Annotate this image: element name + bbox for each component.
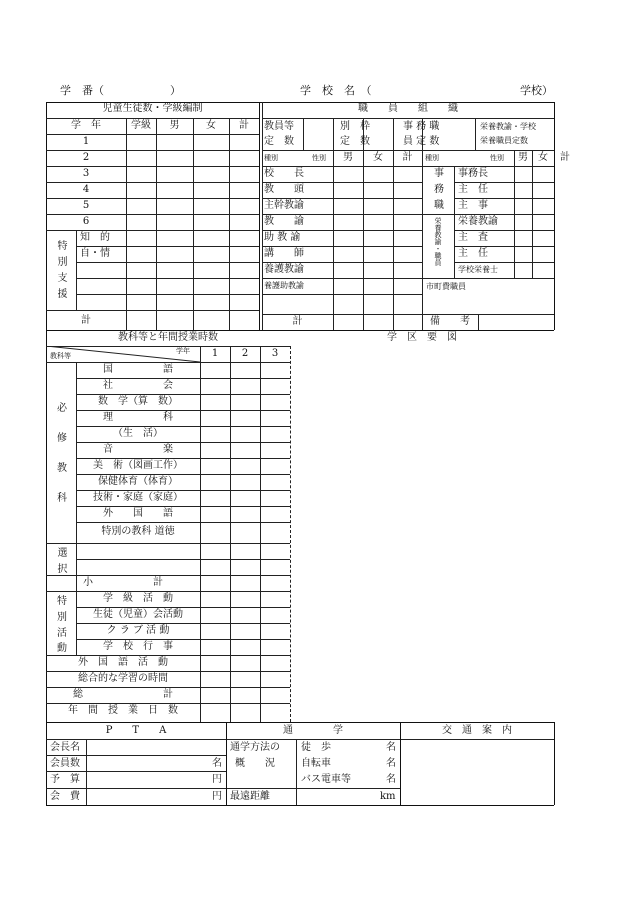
- grand-total-label: 総 計: [73, 689, 173, 700]
- bike-unit: 名: [386, 758, 396, 769]
- enrollment-title: 児童生徒数・学級編制: [102, 103, 203, 114]
- staff-total: 計: [292, 316, 303, 327]
- special-activity-row: 学 級 活 動: [103, 593, 173, 604]
- subhead-type: 種別: [264, 154, 278, 162]
- pta-unit: 円: [212, 791, 222, 802]
- integrated-study: 総合的な学習の時間: [78, 673, 168, 684]
- district-map-title: 学 区 要 図: [387, 332, 457, 343]
- grade-row: 2: [82, 152, 90, 163]
- grade-row: 3: [82, 168, 90, 179]
- subject-row: 国 語: [103, 364, 173, 375]
- subject-row: 理 科: [103, 412, 173, 423]
- grade-col: 1: [211, 348, 219, 359]
- subject-row: 音 楽: [103, 444, 173, 455]
- subject-row: 社 会: [103, 380, 173, 391]
- special-activity-row: ク ラ ブ 活 動: [106, 625, 170, 636]
- grade-col: 3: [271, 348, 279, 359]
- office-row: 主 任: [458, 184, 488, 195]
- pta-row: 会員数: [50, 758, 80, 769]
- pta-title: P T A: [105, 725, 167, 736]
- special-activity-row: 生徒（児童）会活動: [93, 609, 183, 620]
- required-label-3: 教: [57, 463, 67, 474]
- commute-method-label-2: 概 況: [235, 758, 275, 769]
- student-number-label: 学 番（ ）: [60, 84, 181, 97]
- office-quota-header: 事 務 職: [403, 121, 440, 132]
- col-total: 計: [239, 120, 249, 131]
- head-subject: 教科等: [50, 352, 71, 360]
- required-label-1: 必: [57, 403, 67, 414]
- subjects-title: 教科等と年間授業時数: [118, 332, 218, 343]
- office-row: 事務長: [458, 168, 488, 179]
- special-activity-label-1: 特: [57, 596, 67, 607]
- staff-row: 教 諭: [264, 216, 304, 227]
- required-label-2: 修: [57, 433, 67, 444]
- elective-label: 選択: [55, 547, 66, 579]
- nutrition-row: 主 任: [458, 248, 488, 259]
- subhead-male-right: 男: [518, 152, 528, 163]
- subhead-male: 男: [343, 152, 353, 163]
- pta-unit: 名: [212, 758, 222, 769]
- special-activity-row: 学 校 行 事: [103, 641, 173, 652]
- office-group-label-2: 務: [434, 184, 444, 195]
- special-row-autism: 自・情: [80, 248, 110, 259]
- staff-title: 職 員 組 織: [358, 103, 458, 114]
- col-male: 男: [169, 120, 180, 131]
- commute-title: 通 学: [283, 725, 343, 736]
- staff-row: 養護助教諭: [264, 281, 304, 290]
- subject-row: 美 術（図画工作）: [93, 460, 183, 471]
- school-name-suffix: 学校）: [520, 84, 553, 97]
- special-activity-label-3: 活: [57, 628, 67, 639]
- subhead-sex-right: 性別: [490, 154, 504, 162]
- nutrition-row: 栄養教諭: [458, 216, 498, 227]
- commute-walk: 徒 歩: [301, 742, 331, 753]
- pta-row: 会 費: [50, 791, 80, 802]
- school-name-label: 学 校 名 （: [300, 84, 372, 97]
- nutrition-quota-header: 栄養教諭・学校: [480, 122, 536, 131]
- teacher-quota-header: 教員等: [264, 121, 294, 132]
- subhead-total-right: 計: [560, 152, 570, 163]
- office-group-label-3: 職: [434, 200, 444, 211]
- subject-row: 特別の教科 道徳: [101, 526, 175, 537]
- subtotal-label: 小 計: [83, 577, 163, 588]
- commute-method-label: 通学方法の: [230, 742, 280, 753]
- staff-row: 校 長: [264, 168, 304, 179]
- subject-row: 外 国 語: [103, 508, 173, 519]
- col-classes: 学級: [131, 120, 151, 131]
- subject-row: 数 学（算 数）: [98, 396, 178, 407]
- col-female: 女: [206, 120, 216, 131]
- subhead-female: 女: [373, 152, 383, 163]
- required-label-4: 科: [57, 493, 67, 504]
- km-unit: km: [380, 791, 396, 802]
- special-activity-label-4: 動: [57, 643, 67, 654]
- subhead-sex: 性別: [312, 154, 326, 162]
- grade-row: 1: [82, 136, 90, 147]
- nutrition-row: 主 査: [458, 232, 488, 243]
- commute-bike: 自転車: [301, 758, 331, 769]
- office-group-label-1: 事: [434, 168, 444, 179]
- col-grade: 学 年: [71, 120, 101, 131]
- extra-quota-header-2: 定 数: [340, 136, 370, 147]
- grade-row: 5: [82, 200, 90, 211]
- subhead-female-right: 女: [538, 152, 548, 163]
- pta-unit: 円: [212, 774, 222, 785]
- staff-row: 養護教諭: [264, 264, 304, 275]
- school-days-label: 年 間 授 業 日 数: [68, 705, 178, 716]
- remarks-label: 備 考: [430, 316, 470, 327]
- staff-row: 助 教 諭: [264, 232, 301, 243]
- grade-row: 4: [82, 184, 90, 195]
- staff-row: 講 師: [264, 248, 304, 259]
- bus-unit: 名: [386, 774, 396, 785]
- teacher-quota-header-2: 定 数: [264, 136, 294, 147]
- commute-bus: バス電車等: [301, 774, 351, 785]
- staff-row: 主幹教諭: [264, 200, 304, 211]
- office-quota-header-2: 員 定 数: [403, 136, 440, 147]
- special-row-intellectual: 知 的: [80, 232, 110, 243]
- nutrition-quota-header-2: 栄養職員定数: [480, 136, 528, 145]
- nutrition-row: 学校栄養士: [458, 265, 498, 274]
- foreign-language-activity: 外 国 語 活 動: [78, 657, 168, 668]
- transport-title: 交 通 案 内: [442, 725, 512, 736]
- pta-row: 会長名: [50, 742, 80, 753]
- grade-row: 6: [82, 216, 90, 227]
- extra-quota-header: 別 枠: [340, 121, 370, 132]
- city-staff-label: 市町費職員: [426, 282, 466, 291]
- subhead-total: 計: [402, 152, 413, 163]
- head-grade: 学年: [176, 347, 190, 355]
- subhead-type-right: 種別: [425, 154, 439, 162]
- staff-row: 教 頭: [264, 184, 304, 195]
- farthest-distance-label: 最遠距離: [230, 791, 270, 802]
- special-activity-label-2: 別: [57, 612, 67, 623]
- pta-row: 予 算: [50, 774, 80, 785]
- subject-row: （生 活）: [113, 428, 163, 439]
- subject-row: 保健体育（体育）: [98, 476, 178, 487]
- walk-unit: 名: [386, 742, 396, 753]
- grade-col: 2: [241, 348, 249, 359]
- subject-row: 技術・家庭（家庭）: [93, 492, 183, 503]
- nutrition-group-label: 栄養教諭・職員: [434, 217, 442, 266]
- office-row: 主 事: [458, 200, 488, 211]
- enrollment-total: 計: [81, 315, 91, 326]
- special-support-label: 特別支援: [55, 240, 66, 304]
